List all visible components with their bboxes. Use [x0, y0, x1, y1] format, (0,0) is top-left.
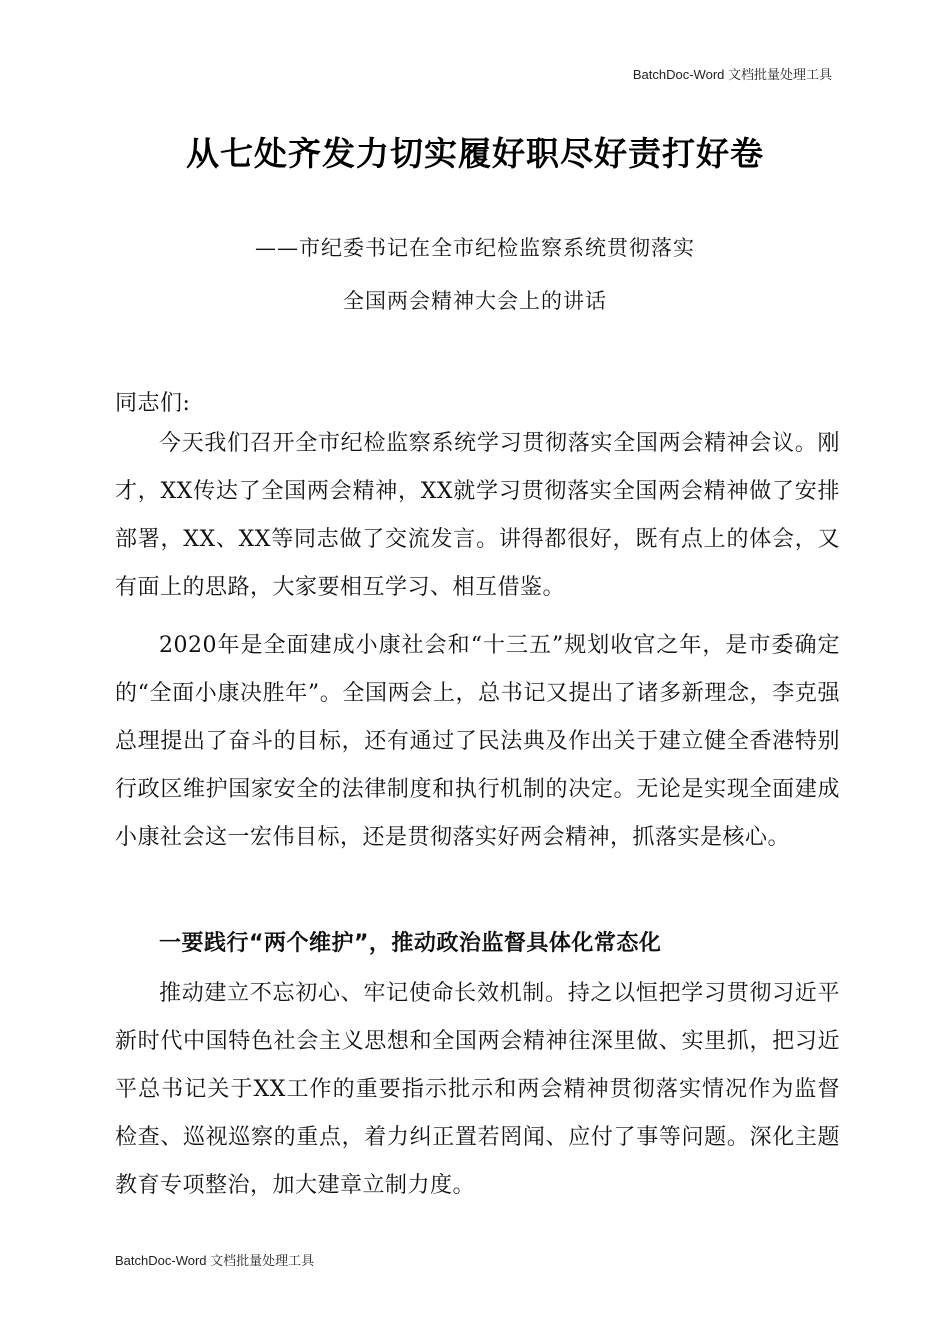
- salutation: 同志们:: [115, 391, 191, 416]
- paragraph-3: 推动建立不忘初心、牢记使命长效机制。持之以恒把学习贯彻习近平新时代中国特色社会主义思想和全国两会精神往深里做、实里抓，把习近平总书记关于XX工作的重要指示批示和两会精神贯彻落实情况作为监督检查、巡视巡察的重点，着力纠正置若罔闻、应付了事等问题。深化主题教育专项整治，加大建章立制力度。: [115, 981, 840, 1198]
- page-header-note: BatchDoc-Word 文档批量处理工具: [632, 67, 832, 82]
- document-subtitle-line2: 全国两会精神大会上的讲话: [343, 289, 607, 313]
- document-subtitle-line1: ——市纪委书记在全市纪检监察系统贯彻落实: [255, 236, 695, 260]
- paragraph-1: 今天我们召开全市纪检监察系统学习贯彻落实全国两会精神会议。刚才，XX传达了全国两会精神，XX就学习贯彻落实全国两会精神做了安排部署，XX、XX等同志做了交流发言。讲得都很好，既有点上的体会，又有面上的思路，大家要相互学习、相互借鉴。: [115, 431, 840, 600]
- document-title: 从七处齐发力切实履好职尽好责打好卷: [186, 134, 764, 173]
- paragraph-2: 2020年是全面建成小康社会和“十三五”规划收官之年，是市委确定的“全面小康决胜年”。全国两会上，总书记又提出了诸多新理念，李克强总理提出了奋斗的目标，还有通过了民法典及作出关于建立健全香港特别行政区维护国家安全的法律制度和执行机制的决定。无论是实现全面建成小康社会这一宏伟目标，还是贯彻落实好两会精神，抓落实是核心。: [115, 633, 840, 850]
- page-footer-note: BatchDoc-Word 文档批量处理工具: [115, 1253, 315, 1268]
- section-heading-1: 一要践行“两个维护”，推动政治监督具体化常态化: [159, 931, 662, 956]
